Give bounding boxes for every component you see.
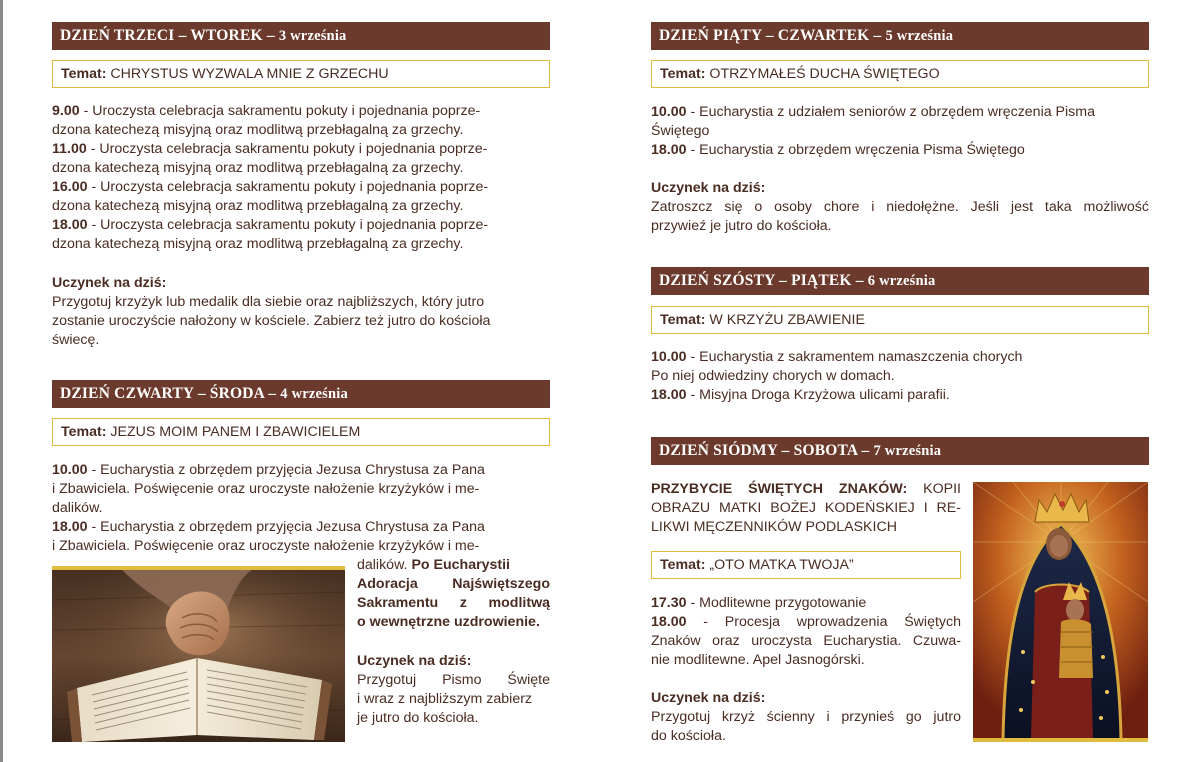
day5-events — [651, 103, 1149, 160]
event-line: i Zbawiciela. Poświęcenie oraz uroczyste nałożenie krzyżyków i me- — [52, 481, 480, 497]
day3-task-label: Uczynek na dziś: — [52, 275, 167, 291]
day3-theme: CHRYSTUS WYZWALA MNIE Z GRZECHU — [110, 66, 389, 82]
day3-theme-box — [52, 60, 550, 88]
day7-theme-box — [651, 551, 961, 579]
day3-task — [52, 274, 550, 350]
day7-date: 7 września — [873, 443, 942, 459]
day7-title: DZIEŃ SIÓDMY – SOBOTA – — [659, 442, 870, 459]
event-line: 17.30 - Modlitewne przygotowanie — [651, 595, 867, 611]
event-line: dalików. Po Eucharystii — [357, 557, 510, 573]
task-line: przywieź je jutro do kościoła. — [651, 218, 832, 234]
day4-adoration — [357, 556, 550, 575]
event-time: 18.00 — [52, 519, 88, 535]
event-line: 18.00 - Uroczysta celebracja sakramentu pokuty i pojednania poprze- — [52, 217, 489, 233]
event-time: 17.30 — [651, 595, 687, 611]
day5-theme-box — [651, 60, 1149, 88]
day6-theme-box — [651, 306, 1149, 334]
day4-task — [357, 652, 550, 728]
event-time: 11.00 — [52, 141, 87, 157]
day5-task — [651, 179, 1149, 236]
day4-task-label: Uczynek na dziś: — [357, 653, 472, 669]
event-line: dzona katechezą misyjną oraz modlitwą przebłagalną za grzechy. — [52, 160, 464, 176]
task-line: je jutro do kościoła. — [357, 710, 479, 726]
day6-header — [651, 267, 1149, 295]
day7-header — [651, 437, 1149, 465]
image-accent-bar — [973, 738, 1148, 742]
event-line: 10.00 - Eucharystia z sakramentem namaszczenia chorych — [651, 349, 1023, 365]
day5-theme-label: Temat: — [660, 66, 706, 82]
task-line: Przygotuj krzyżyk lub medalik dla siebie oraz najbliższych, który jutro — [52, 294, 485, 310]
day6-events — [651, 348, 1149, 405]
day4-adoration-bold — [357, 575, 550, 632]
day7-intro-bold: PRZYBYCIE ŚWIĘTYCH ZNAKÓW: — [651, 481, 908, 497]
day7-theme-label: Temat: — [660, 557, 706, 573]
day7-task — [651, 689, 961, 746]
madonna-icon-image — [973, 482, 1148, 738]
task-line: do kościoła. — [651, 728, 726, 744]
bible-prayer-photo — [52, 570, 345, 742]
task-line: Przygotuj Pismo Święte — [357, 672, 550, 688]
event-line: Znaków oraz uroczysta Eucharystia. Czuwa- — [651, 633, 961, 649]
day4-theme-box — [52, 418, 550, 446]
event-line: Po niej odwiedziny chorych w domach. — [651, 368, 895, 384]
day5-header — [651, 22, 1149, 50]
day5-date: 5 września — [885, 28, 954, 44]
event-line: dzona katechezą misyjną oraz modlitwą przebłagalną za grzechy. — [52, 122, 464, 138]
day7-task-label: Uczynek na dziś: — [651, 690, 766, 706]
task-line: Przygotuj krzyż ścienny i przynieś go jutro — [651, 709, 961, 725]
event-line: 11.00 - Uroczysta celebracja sakramentu pokuty i pojednania poprze- — [52, 141, 488, 157]
event-time: 18.00 — [651, 387, 687, 403]
event-line: o wewnętrzne uzdrowienie. — [357, 614, 540, 630]
task-line: zostanie uroczyście nałożony w kościele. Zabierz też jutro do kościoła — [52, 313, 491, 329]
event-line: 18.00 - Eucharystia z obrzędem wręczenia Pisma Świętego — [651, 142, 1025, 158]
event-time: 10.00 — [651, 104, 687, 120]
day6-theme-label: Temat: — [660, 312, 706, 328]
event-line: 18.00 - Eucharystia z obrzędem przyjęcia Jezusa Chrystusa za Pana — [52, 519, 485, 535]
day3-events — [52, 102, 550, 254]
event-line: 16.00 - Uroczysta celebracja sakramentu pokuty i pojednania poprze- — [52, 179, 489, 195]
event-time: 16.00 — [52, 179, 88, 195]
day7-intro: PRZYBYCIE ŚWIĘTYCH ZNAKÓW: KOPII OBRAZU MATKI BOŻEJ KODEŃSKIEJ I RE- LIKWI MĘCZENNIKÓW PODLASKICH — [651, 481, 961, 535]
day3-date: 3 września — [278, 28, 347, 44]
day4-events — [52, 461, 550, 556]
event-time: 18.00 — [52, 217, 88, 233]
event-line: 10.00 - Eucharystia z obrzędem przyjęcia Jezusa Chrystusa za Pana — [52, 462, 485, 478]
event-line: Świętego — [651, 123, 710, 139]
event-line: dalików. — [52, 500, 103, 516]
event-time: 9.00 — [52, 103, 80, 119]
page-edge — [0, 0, 3, 762]
day5-theme: OTRZYMAŁEŚ DUCHA ŚWIĘTEGO — [709, 66, 940, 82]
event-line: 10.00 - Eucharystia z udziałem seniorów z obrzędem wręczenia Pisma — [651, 104, 1095, 120]
day4-title: DZIEŃ CZWARTY – ŚRODA – — [60, 385, 277, 402]
day6-date: 6 września — [867, 273, 936, 289]
event-time: 18.00 — [651, 142, 687, 158]
day4-header — [52, 380, 550, 408]
day3-header — [52, 22, 550, 50]
day3-theme-label: Temat: — [61, 66, 107, 82]
day4-date: 4 września — [280, 386, 348, 402]
event-line: Adoracja Najświętszego — [357, 576, 550, 592]
day4-theme: JEZUS MOIM PANEM I ZBAWICIELEM — [110, 424, 361, 440]
task-line: świecę. — [52, 332, 100, 348]
event-line: 18.00 - Misyjna Droga Krzyżowa ulicami parafii. — [651, 387, 950, 403]
day6-title: DZIEŃ SZÓSTY – PIĄTEK – — [659, 272, 864, 289]
task-line: i wraz z najbliższym zabierz — [357, 691, 533, 707]
day6-theme: W KRZYŻU ZBAWIENIE — [709, 312, 865, 328]
event-line: i Zbawiciela. Poświęcenie oraz uroczyste nałożenie krzyżyków i me- — [52, 538, 480, 554]
event-time: 18.00 — [651, 614, 687, 630]
event-line: nie modlitewne. Apel Jasnogórski. — [651, 652, 865, 668]
event-time: 10.00 — [651, 349, 687, 365]
day7-theme: „OTO MATKA TWOJA” — [709, 557, 854, 573]
task-line: Zatroszcz się o osoby chore i niedołężne. Jeśli jest taka możliwość — [651, 199, 1149, 215]
event-line: Sakramentu z modlitwą — [357, 595, 550, 611]
day4-theme-label: Temat: — [61, 424, 107, 440]
event-line: dzona katechezą misyjną oraz modlitwą przebłagalną za grzechy. — [52, 236, 464, 252]
day5-title: DZIEŃ PIĄTY – CZWARTEK – — [659, 27, 882, 44]
day5-task-label: Uczynek na dziś: — [651, 180, 766, 196]
event-line: 9.00 - Uroczysta celebracja sakramentu pokuty i pojednania poprze- — [52, 103, 481, 119]
event-line: dzona katechezą misyjną oraz modlitwą przebłagalną za grzechy. — [52, 198, 464, 214]
day3-title: DZIEŃ TRZECI – WTOREK – — [60, 27, 275, 44]
event-line: 18.00 - Procesja wprowadzenia Świętych — [651, 614, 961, 630]
event-time: 10.00 — [52, 462, 88, 478]
day7-events — [651, 594, 961, 670]
